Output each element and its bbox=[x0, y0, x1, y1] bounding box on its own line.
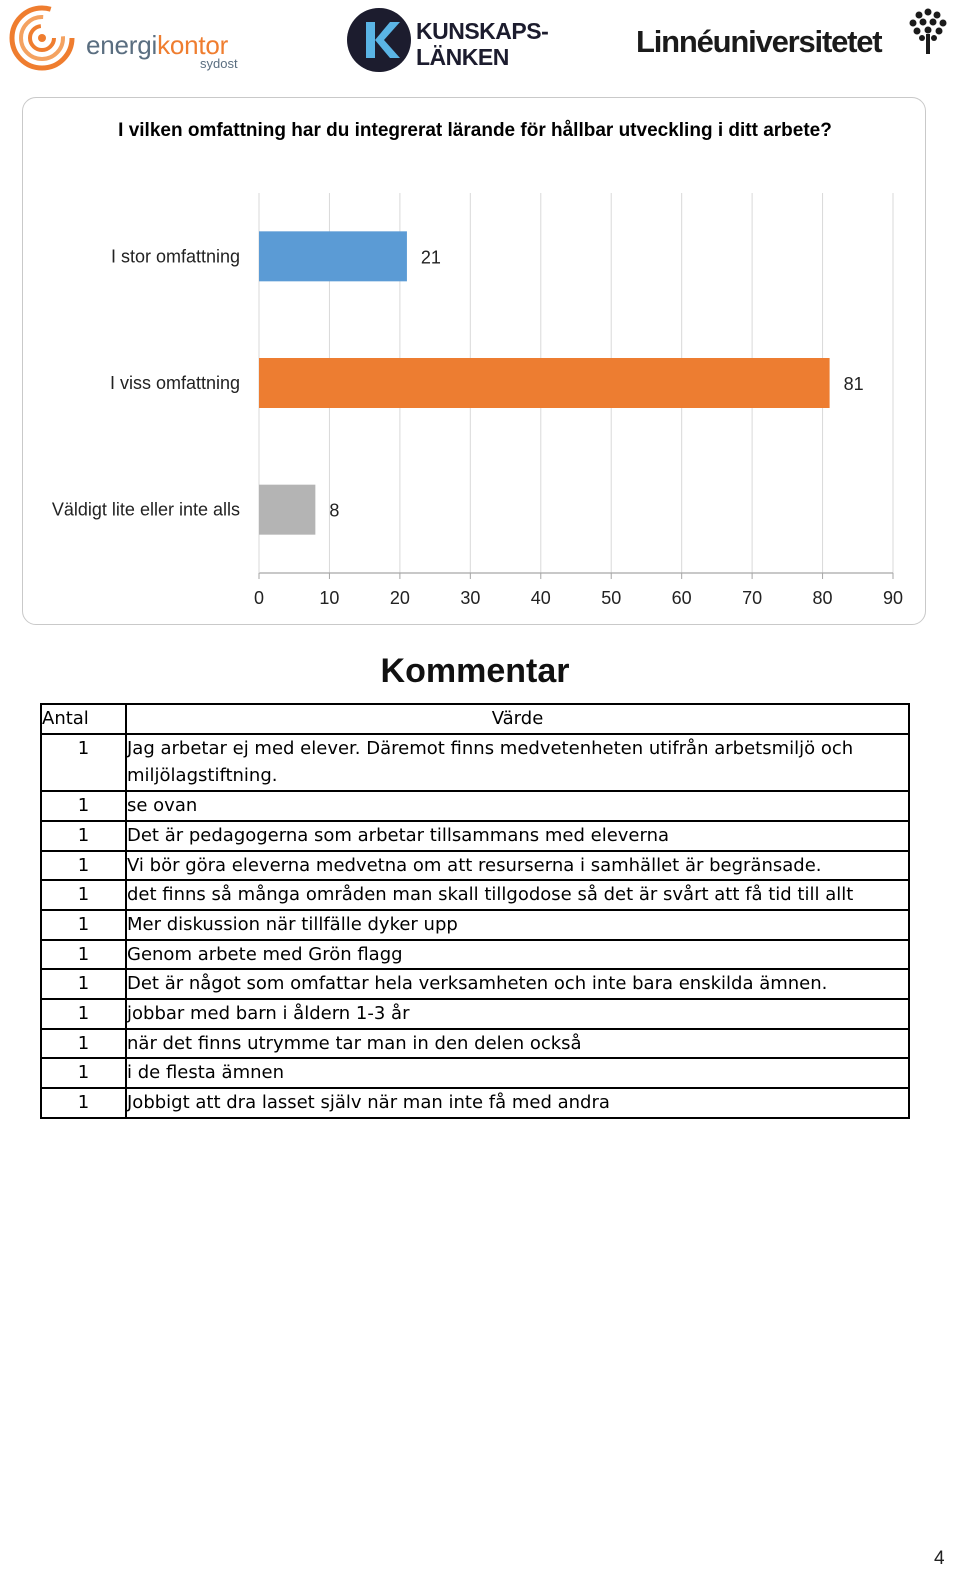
bar-chart bbox=[0, 0, 960, 640]
row-count: 1 bbox=[41, 1088, 126, 1118]
row-comment: Mer diskussion när tillfälle dyker upp bbox=[126, 910, 909, 940]
x-tick-label: 30 bbox=[460, 588, 481, 608]
row-count: 1 bbox=[41, 910, 126, 940]
bar-value-label: 8 bbox=[329, 500, 340, 521]
row-count: 1 bbox=[41, 999, 126, 1029]
category-label: I viss omfattning bbox=[109, 373, 240, 393]
table-row bbox=[41, 1058, 909, 1088]
table-row bbox=[41, 910, 909, 940]
kunskapslanken-line2: LÄNKEN bbox=[416, 44, 509, 70]
bar bbox=[259, 485, 315, 535]
row-comment: när det finns utrymme tar man in den delen också bbox=[126, 1029, 909, 1059]
comments-table bbox=[40, 703, 910, 1119]
row-count: 1 bbox=[41, 851, 126, 881]
row-comment: se ovan bbox=[126, 791, 909, 821]
chart-title: I vilken omfattning har du integrerat lärande för hållbar utveckling i ditt arbete? bbox=[118, 120, 832, 141]
table-row bbox=[41, 880, 909, 910]
table-row bbox=[41, 999, 909, 1029]
row-comment: Vi bör göra eleverna medvetna om att resurserna i samhället är begränsade. bbox=[126, 851, 909, 881]
energikontor-wordmark: energikontor bbox=[86, 30, 229, 60]
table-header-row bbox=[41, 704, 909, 734]
row-comment: Jobbigt att dra lasset själv när man inte få med andra bbox=[126, 1088, 909, 1118]
row-count: 1 bbox=[41, 880, 126, 910]
table-row bbox=[41, 851, 909, 881]
table-row bbox=[41, 1029, 909, 1059]
bar-value-label: 21 bbox=[420, 247, 441, 268]
category-label: I stor omfattning bbox=[110, 246, 240, 267]
row-comment: jobbar med barn i åldern 1-3 år bbox=[126, 999, 909, 1029]
row-comment: Det är något som omfattar hela verksamheten och inte bara enskilda ämnen. bbox=[126, 969, 909, 999]
category-label: Väldigt lite eller inte alls bbox=[51, 499, 240, 520]
row-count: 1 bbox=[41, 821, 126, 851]
x-tick-label: 50 bbox=[601, 588, 622, 608]
row-count: 1 bbox=[41, 940, 126, 970]
table-row bbox=[41, 734, 909, 791]
x-tick-label: 40 bbox=[530, 588, 551, 608]
table-row bbox=[41, 940, 909, 970]
bar-value-label: 81 bbox=[843, 374, 864, 394]
header-antal: Antal bbox=[41, 704, 126, 734]
row-count: 1 bbox=[41, 791, 126, 821]
energikontor-subtitle: sydost bbox=[200, 56, 238, 71]
row-count: 1 bbox=[41, 969, 126, 999]
row-comment: det finns så många områden man skall tillgodose så det är svårt att få tid till allt bbox=[126, 880, 909, 910]
row-comment: i de flesta ämnen bbox=[126, 1058, 909, 1088]
row-count: 1 bbox=[41, 734, 126, 791]
page-number: 4 bbox=[934, 1548, 945, 1569]
x-tick-label: 80 bbox=[812, 588, 833, 608]
x-tick-label: 0 bbox=[253, 588, 265, 608]
x-tick-label: 10 bbox=[319, 588, 340, 608]
row-comment: Genom arbete med Grön flagg bbox=[126, 940, 909, 970]
kunskapslanken-line1: KUNSKAPS- bbox=[416, 18, 549, 44]
header-varde: Värde bbox=[126, 704, 909, 734]
row-comment: Det är pedagogerna som arbetar tillsammans med eleverna bbox=[126, 821, 909, 851]
table-row bbox=[41, 821, 909, 851]
row-comment: Jag arbetar ej med elever. Däremot finns medvetenheten utifrån arbetsmiljö och miljölagstiftning. bbox=[126, 734, 909, 791]
table-row bbox=[41, 791, 909, 821]
x-tick-label: 60 bbox=[671, 588, 692, 608]
bar bbox=[259, 231, 407, 281]
x-tick-label: 20 bbox=[389, 588, 410, 608]
x-tick-label: 70 bbox=[742, 588, 763, 608]
comments-body bbox=[41, 734, 909, 1118]
table-row bbox=[41, 1088, 909, 1118]
table-row bbox=[41, 969, 909, 999]
row-count: 1 bbox=[41, 1058, 126, 1088]
lnu-wordmark: Linnéuniversitetet bbox=[636, 24, 882, 59]
x-tick-label: 90 bbox=[882, 588, 904, 608]
bar bbox=[259, 358, 830, 408]
row-count: 1 bbox=[41, 1029, 126, 1059]
comments-heading: Kommentar bbox=[380, 652, 570, 690]
